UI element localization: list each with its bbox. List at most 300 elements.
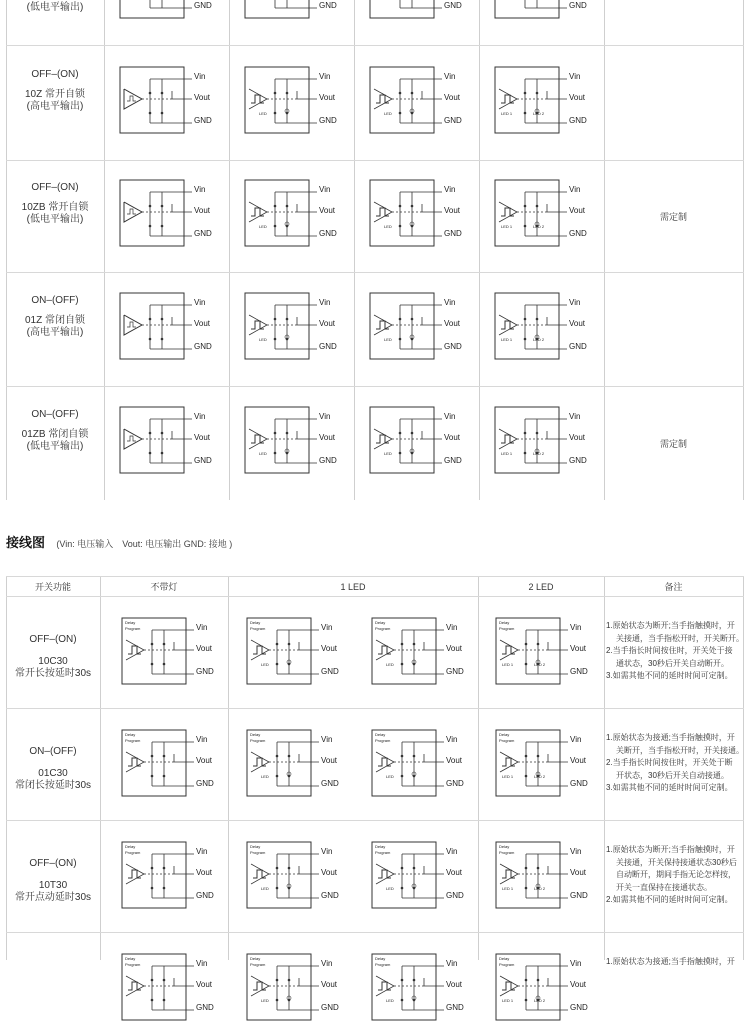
vin-label: Vin — [321, 847, 333, 856]
amp-triangle — [249, 89, 267, 109]
contact-dot — [276, 755, 279, 758]
led-label: LED — [386, 774, 394, 779]
note-line: 1.原始状态为断开;当手指触摸时，开 — [606, 845, 735, 854]
vout-label: Vout — [319, 92, 336, 102]
contact-dot — [288, 755, 291, 758]
note-line: 2.如需其他不同的延时时间可定制。 — [606, 895, 733, 904]
led-label: LED — [259, 451, 267, 456]
gnd-label: GND — [194, 115, 212, 125]
amp-triangle — [500, 864, 518, 884]
vin-label: Vin — [446, 959, 458, 968]
delay-label: Delay — [499, 620, 510, 625]
gnd-label: GND — [321, 779, 339, 788]
delay-label: Delay — [499, 956, 510, 961]
contact-dot — [274, 205, 277, 208]
contact-dot — [525, 867, 528, 870]
header-one-led: 1 LED — [340, 582, 366, 592]
gnd-label: GND — [569, 456, 587, 465]
gnd-label: GND — [196, 779, 214, 788]
vin-label: Vin — [570, 735, 582, 744]
contact-dot — [524, 225, 527, 228]
vin-label: Vin — [446, 623, 458, 632]
schematic-svg — [368, 291, 478, 363]
contact-dot — [161, 318, 164, 321]
amp-triangle — [376, 640, 394, 660]
contact-dot — [537, 867, 540, 870]
contact-dot — [149, 452, 152, 455]
switch-mode: ON–(OFF) — [31, 409, 79, 420]
delay-label: Delay — [125, 956, 136, 961]
note-line: 通状态，30秒后开关自动断开。 — [616, 658, 729, 668]
program-label: Program — [125, 850, 141, 855]
note-line: 2.当手指长时间按住时，开关处于接 — [606, 646, 733, 655]
contact-dot — [161, 452, 164, 455]
contact-dot — [163, 887, 166, 890]
contact-dot — [274, 91, 277, 94]
vout-label: Vout — [319, 433, 336, 442]
contact-dot — [537, 643, 540, 646]
wiring-diagram — [245, 616, 355, 688]
gnd-label: GND — [444, 1, 462, 10]
led-label: LED — [261, 662, 269, 667]
contact-dot — [399, 452, 402, 455]
delay-label: Delay — [499, 732, 510, 737]
contact-dot — [161, 91, 164, 94]
contact-dot — [399, 111, 402, 114]
contact-dot — [276, 979, 279, 982]
contact-dot — [399, 338, 402, 341]
amp-triangle — [499, 429, 517, 449]
led-label: LED — [384, 337, 392, 342]
pulse-symbol — [127, 436, 136, 441]
gnd-label: GND — [444, 342, 462, 351]
contact-dot — [524, 338, 527, 341]
note-line: 开关一直保持在接通状态。 — [616, 882, 712, 892]
contact-dot — [401, 979, 404, 982]
contact-dot — [524, 318, 527, 321]
model-code: 10ZB 常开自锁 — [21, 202, 89, 213]
model-code: 01ZB 常闭自锁 — [21, 429, 89, 440]
vout-label: Vout — [570, 868, 587, 877]
contact-dot — [276, 643, 279, 646]
vin-label: Vin — [196, 623, 208, 632]
gnd-label: GND — [196, 891, 214, 900]
note-line: 关接通，开关保持接通状态30秒后 — [616, 857, 737, 867]
wiring-diagram — [120, 840, 230, 912]
contact-dot — [274, 318, 277, 321]
note-line: 3.如需其他不同的延时时间可定制。 — [606, 671, 733, 680]
contact-dot — [536, 318, 539, 321]
wiring-diagram — [370, 616, 480, 688]
contact-dot — [399, 318, 402, 321]
gnd-label: GND — [196, 667, 214, 676]
vout-label: Vout — [196, 644, 213, 653]
amp-triangle — [251, 976, 269, 996]
amp-triangle — [126, 640, 144, 660]
section-heading: 接线图 — [6, 535, 46, 550]
delay-label: Delay — [499, 844, 510, 849]
vin-label: Vin — [194, 298, 206, 307]
amp-triangle — [500, 640, 518, 660]
gnd-label: GND — [570, 667, 588, 676]
gnd-label: GND — [196, 1003, 214, 1012]
module-box — [495, 0, 559, 18]
output-level: (低电平输出) — [26, 441, 84, 452]
led-label: LED — [261, 774, 269, 779]
vout-label: Vout — [194, 433, 211, 442]
led-label: LED 2 — [533, 110, 545, 116]
led-label: LED 1 — [502, 886, 514, 891]
wiring-diagram — [494, 840, 604, 912]
contact-dot — [276, 887, 279, 890]
vin-label: Vin — [196, 959, 208, 968]
contact-dot — [413, 867, 416, 870]
row-function — [6, 182, 104, 226]
contact-dot — [399, 91, 402, 94]
vin-label: Vin — [194, 185, 206, 194]
led-label: LED — [261, 998, 269, 1003]
gnd-label: GND — [446, 779, 464, 788]
switch-mode: OFF–(ON) — [29, 858, 77, 869]
vout-label: Vout — [321, 756, 338, 765]
program-label: Program — [499, 962, 515, 967]
wiring-diagram — [245, 728, 355, 800]
contact-dot — [276, 999, 279, 1002]
contact-dot — [401, 999, 404, 1002]
vout-label: Vout — [444, 92, 461, 102]
amp-triangle — [376, 976, 394, 996]
contact-dot — [274, 432, 277, 435]
gnd-label: GND — [569, 229, 587, 238]
contact-dot — [288, 867, 291, 870]
vin-label: Vin — [570, 847, 582, 856]
switch-mode: ON–(OFF) — [31, 295, 79, 306]
remark-notes — [606, 732, 744, 795]
program-label: Program — [125, 626, 141, 631]
wiring-diagram — [118, 291, 228, 363]
program-label: Program — [125, 962, 141, 967]
schematic-svg — [368, 178, 478, 250]
amp-triangle — [499, 89, 517, 109]
program-label: Program — [375, 626, 391, 631]
vin-label: Vin — [446, 735, 458, 744]
gnd-label: GND — [446, 1003, 464, 1012]
contact-dot — [524, 452, 527, 455]
note-line: 关断开，当手指松开时，开关接通。 — [616, 745, 744, 755]
contact-dot — [149, 338, 152, 341]
led-label: LED 2 — [533, 337, 545, 342]
schematic-svg — [243, 178, 353, 250]
led-label: LED 1 — [502, 998, 514, 1003]
amp-triangle — [499, 315, 517, 335]
contact-dot — [151, 867, 154, 870]
contact-dot — [536, 432, 539, 435]
contact-dot — [413, 979, 416, 982]
led-label: LED — [384, 451, 392, 456]
contact-dot — [163, 867, 166, 870]
contact-dot — [525, 999, 528, 1002]
vout-label: Vout — [444, 319, 461, 328]
vin-label: Vin — [444, 185, 456, 194]
wiring-diagram — [243, 405, 353, 477]
contact-dot — [401, 867, 404, 870]
amp-triangle — [249, 315, 267, 335]
vin-label: Vin — [196, 847, 208, 856]
gnd-label: GND — [446, 667, 464, 676]
remark-notes — [606, 844, 744, 907]
note-line: 关接通，当手指松开时，开关断开。 — [616, 633, 744, 643]
model-code: 10Z 常开自锁 — [24, 88, 85, 100]
led-label: LED — [386, 662, 394, 667]
vout-label: Vout — [319, 319, 336, 328]
contact-dot — [276, 867, 279, 870]
vout-label: Vout — [194, 206, 211, 215]
contact-dot — [525, 979, 528, 982]
wiring-diagram — [245, 952, 355, 1024]
gnd-label: GND — [444, 229, 462, 238]
wiring-diagram — [120, 728, 230, 800]
row-function — [6, 69, 104, 113]
contact-dot — [537, 979, 540, 982]
model-description: 常闭长按延时30s — [14, 780, 92, 791]
model-code: 01Z 常闭自锁 — [24, 315, 85, 326]
wiring-diagram — [493, 178, 603, 250]
led-label: LED — [259, 110, 267, 116]
contact-dot — [161, 432, 164, 435]
led-label: LED 1 — [502, 774, 514, 779]
led-label: LED 1 — [502, 662, 514, 667]
output-level: (高电平输出) — [26, 100, 84, 112]
schematic-svg — [243, 291, 353, 363]
delay-label: Delay — [250, 956, 261, 961]
vout-label: Vout — [446, 980, 463, 989]
remark-custom: 需定制 — [659, 212, 687, 222]
wiring-diagram — [494, 952, 604, 1024]
gnd-label: GND — [321, 1003, 339, 1012]
contact-dot — [151, 887, 154, 890]
vout-label: Vout — [319, 206, 336, 215]
gnd-label: GND — [319, 1, 337, 10]
gnd-label: GND — [569, 342, 587, 351]
contact-dot — [149, 111, 152, 114]
amp-triangle — [126, 864, 144, 884]
contact-dot — [163, 999, 166, 1002]
contact-dot — [149, 318, 152, 321]
vout-label: Vout — [570, 980, 587, 989]
contact-dot — [163, 979, 166, 982]
contact-dot — [411, 432, 414, 435]
wiring-diagram — [368, 405, 478, 477]
vin-label: Vin — [194, 412, 206, 421]
gnd-label: GND — [444, 456, 462, 465]
wiring-diagram — [243, 0, 353, 22]
contact-dot — [524, 111, 527, 114]
vin-label: Vin — [319, 298, 331, 307]
wiring-diagram — [368, 65, 478, 137]
contact-dot — [161, 338, 164, 341]
contact-dot — [151, 643, 154, 646]
vin-label: Vin — [569, 185, 581, 194]
wiring-diagram — [120, 952, 230, 1024]
schematic-svg — [118, 291, 228, 363]
vin-label: Vin — [446, 847, 458, 856]
contact-dot — [524, 91, 527, 94]
contact-dot — [149, 225, 152, 228]
contact-dot — [401, 887, 404, 890]
contact-dot — [163, 643, 166, 646]
delay-label: Delay — [375, 620, 386, 625]
led-label: LED 2 — [534, 662, 546, 667]
led-label: LED 1 — [501, 337, 513, 342]
vout-label: Vout — [321, 980, 338, 989]
wiring-diagram — [494, 616, 604, 688]
contact-dot — [525, 663, 528, 666]
amp-triangle — [376, 864, 394, 884]
wiring-section-title — [6, 532, 232, 552]
switch-mode: OFF–(ON) — [31, 182, 79, 193]
vin-label: Vin — [194, 71, 206, 81]
amp-triangle — [374, 315, 392, 335]
delay-label: Delay — [375, 732, 386, 737]
program-label: Program — [250, 850, 266, 855]
pulse-symbol — [127, 209, 136, 214]
model-description: 常开长按延时30s — [14, 668, 92, 679]
gnd-label: GND — [446, 891, 464, 900]
wiring-diagram — [368, 291, 478, 363]
note-line: 1.原始状态为接通;当手指触摸时，开 — [606, 733, 735, 742]
gnd-label: GND — [319, 342, 337, 351]
led-label: LED 2 — [534, 774, 546, 779]
vout-label: Vout — [569, 206, 586, 215]
vin-label: Vin — [319, 71, 331, 81]
delay-label: Delay — [250, 620, 261, 625]
header-func: 开关功能 — [34, 582, 71, 592]
contact-dot — [274, 452, 277, 455]
vout-label: Vout — [569, 92, 586, 102]
delay-label: Delay — [250, 844, 261, 849]
row-function — [6, 634, 100, 680]
led-label: LED 2 — [533, 224, 545, 229]
vout-label: Vout — [446, 756, 463, 765]
vout-label: Vout — [569, 433, 586, 442]
amp-triangle — [374, 202, 392, 222]
header-no-led: 不带灯 — [150, 582, 178, 592]
contact-dot — [276, 775, 279, 778]
delay-label: Delay — [375, 956, 386, 961]
remark-custom: 需定制 — [659, 439, 687, 449]
wiring-diagram — [368, 0, 478, 22]
gnd-label: GND — [319, 456, 337, 465]
led-label — [533, 0, 544, 1]
led-label: LED 1 — [501, 451, 513, 456]
wiring-diagram — [494, 728, 604, 800]
amp-triangle — [374, 429, 392, 449]
contact-dot — [149, 91, 152, 94]
remark-notes — [606, 956, 744, 969]
gnd-label: GND — [570, 891, 588, 900]
program-label: Program — [125, 738, 141, 743]
led-label: LED 1 — [501, 224, 513, 229]
wiring-diagram — [370, 728, 480, 800]
amp-triangle — [251, 752, 269, 772]
led-label — [501, 0, 512, 1]
contact-dot — [399, 432, 402, 435]
led-label: LED — [384, 110, 392, 116]
delay-label: Delay — [125, 844, 136, 849]
gnd-label: GND — [321, 891, 339, 900]
contact-dot — [525, 643, 528, 646]
output-level: (低电平输出) — [26, 214, 84, 225]
contact-dot — [163, 755, 166, 758]
schematic-svg — [118, 65, 228, 137]
row-function — [6, 858, 100, 904]
vin-label: Vin — [444, 71, 456, 81]
vout-label: Vout — [196, 868, 213, 877]
module-box — [120, 0, 184, 18]
vout-label: Vout — [569, 319, 586, 328]
wiring-diagram — [370, 952, 480, 1024]
led-label: LED — [259, 337, 267, 342]
contact-dot — [524, 432, 527, 435]
contact-dot — [163, 663, 166, 666]
wiring-diagram — [118, 0, 228, 22]
schematic-svg — [118, 178, 228, 250]
schematic-svg — [243, 405, 353, 477]
model-code: 10T30 — [38, 880, 68, 891]
amp-triangle — [374, 89, 392, 109]
vout-label: Vout — [194, 92, 211, 102]
vout-label: Vout — [570, 644, 587, 653]
vin-label: Vin — [570, 959, 582, 968]
schematic-svg — [243, 65, 353, 137]
schematic-svg — [493, 291, 603, 363]
vout-label: Vout — [321, 868, 338, 877]
led-label: LED 2 — [534, 998, 546, 1003]
led-label: LED — [384, 224, 392, 229]
model-code: 10C30 — [38, 656, 68, 667]
led-label: LED — [386, 998, 394, 1003]
delay-label: Delay — [250, 732, 261, 737]
gnd-label: GND — [321, 667, 339, 676]
contact-dot — [525, 755, 528, 758]
program-label: Program — [499, 626, 515, 631]
contact-dot — [151, 755, 154, 758]
vin-label: Vin — [569, 71, 581, 81]
wiring-diagram — [493, 405, 603, 477]
vin-label: Vin — [321, 623, 333, 632]
model-code: 01C30 — [38, 768, 68, 779]
vout-label: Vout — [446, 644, 463, 653]
gnd-label: GND — [569, 115, 587, 125]
output-level: (高电平输出) — [26, 327, 84, 338]
program-label: Program — [375, 962, 391, 967]
contact-dot — [274, 111, 277, 114]
contact-dot — [149, 432, 152, 435]
gnd-label: GND — [194, 229, 212, 238]
header-remark: 备注 — [664, 582, 683, 592]
model-description: 常开点动延时30s — [14, 892, 92, 903]
amp-triangle — [249, 429, 267, 449]
wiring-diagram — [120, 616, 230, 688]
vin-label: Vin — [196, 735, 208, 744]
contact-dot — [149, 205, 152, 208]
contact-dot — [399, 205, 402, 208]
pulse-symbol — [127, 322, 136, 327]
led-label: LED 1 — [501, 110, 513, 116]
led-label — [259, 0, 267, 1]
wiring-diagram — [370, 840, 480, 912]
wiring-diagram — [243, 291, 353, 363]
